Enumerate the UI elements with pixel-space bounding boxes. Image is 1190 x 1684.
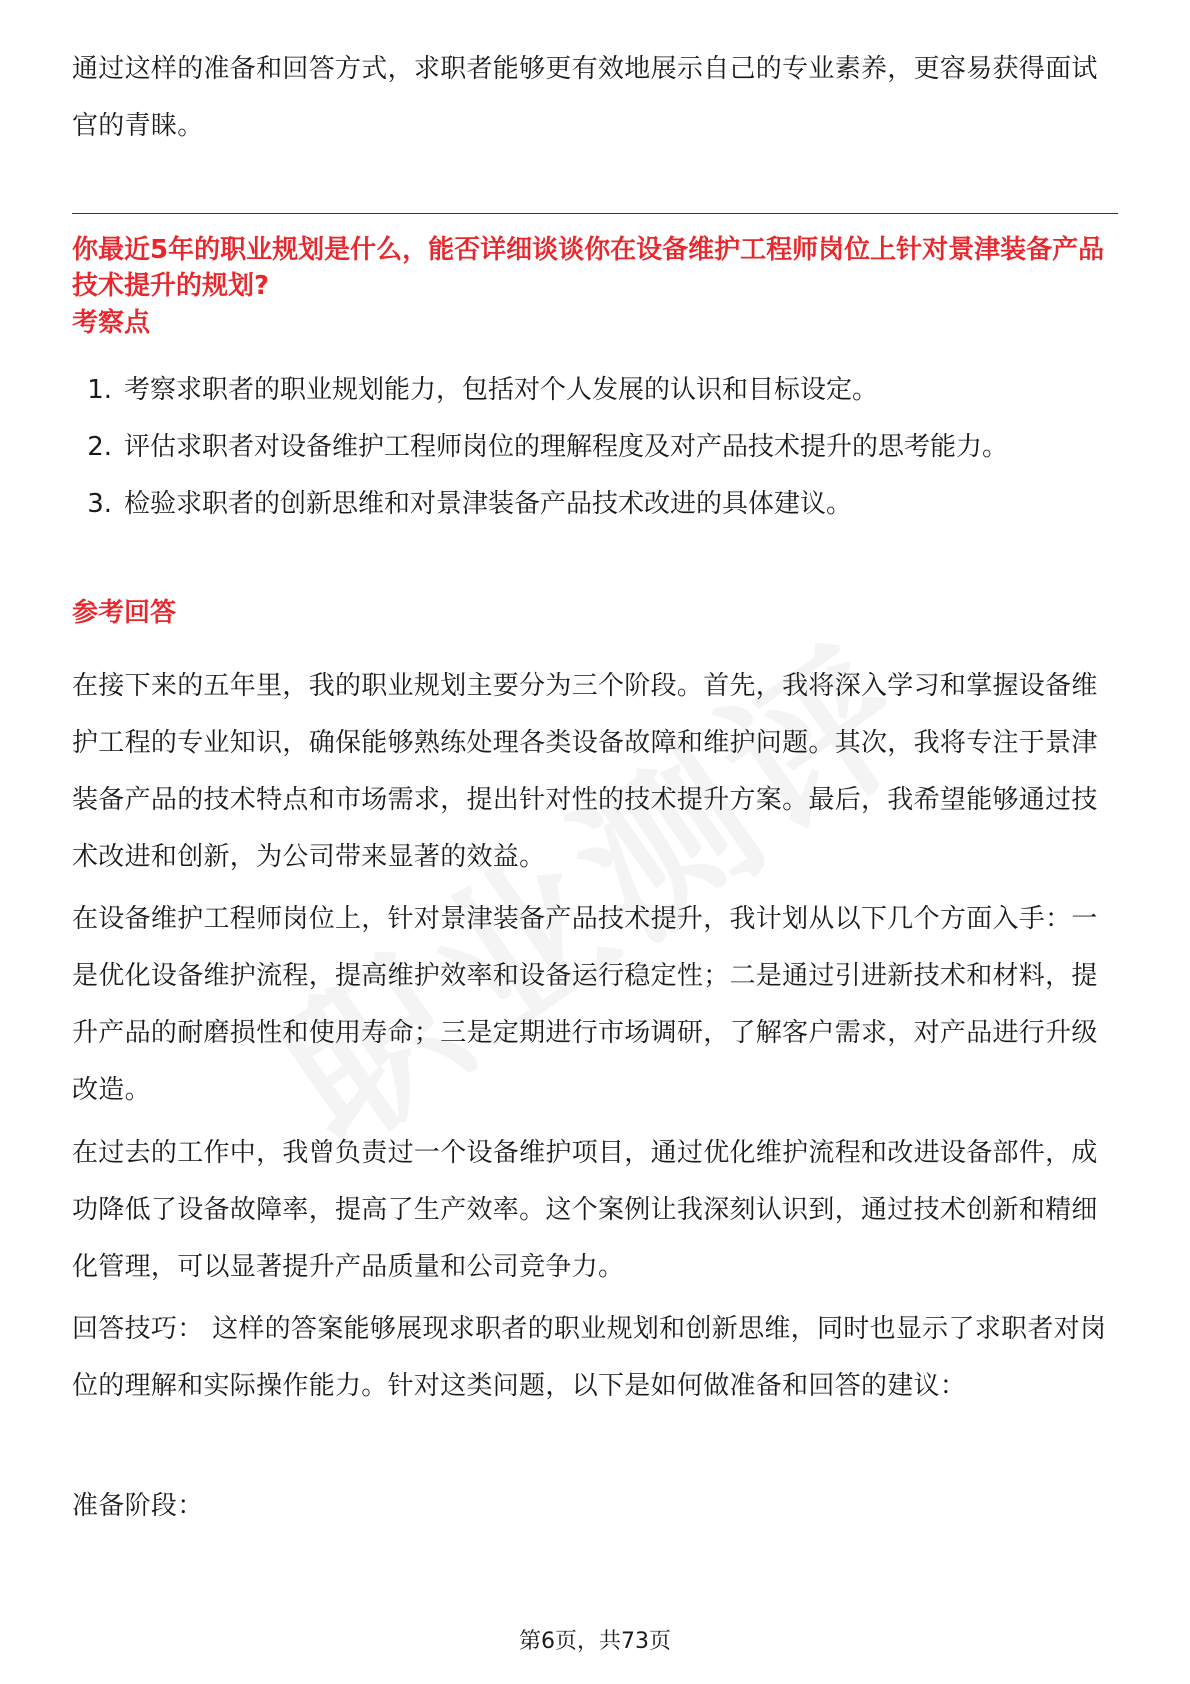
answer-paragraph: 在过去的工作中，我曾负责过一个设备维护项目，通过优化维护流程和改进设备部件，成功降低了设备故障率，提高了生产效率。这个案例让我深刻认识到，通过技术创新和精细化管理，可以显著提升产品质量和公司竞争力。 [72, 1138, 1098, 1282]
answer-paragraph-1-container [72, 658, 1118, 886]
intro-paragraph-container [72, 41, 1118, 155]
page-footer: 第6页，共73页 [519, 1629, 671, 1654]
list-item [72, 476, 1118, 533]
answer-paragraph: 在接下来的五年里，我的职业规划主要分为三个阶段。首先，我将深入学习和掌握设备维护工程的专业知识，确保能够熟练处理各类设备故障和维护问题。其次，我将专注于景津装备产品的技术特点和市场需求，提出针对性的技术提升方案。最后，我希望能够通过技术改进和创新，为公司带来显著的效益。 [72, 671, 1098, 872]
prep-stage-label: 准备阶段： [72, 1491, 204, 1521]
list-item-number: 1. [87, 375, 112, 405]
list-item-number: 2. [87, 432, 112, 462]
answer-tips-paragraph: 回答技巧： 这样的答案能够展现求职者的职业规划和创新思维，同时也显示了求职者对岗位的理解和实际操作能力。针对这类问题，以下是如何做准备和回答的建议： [72, 1314, 1107, 1401]
assessment-title: 考察点 [72, 308, 151, 338]
intro-paragraph: 通过这样的准备和回答方式，求职者能够更有效地展示自己的专业素养，更容易获得面试官的青睐。 [72, 54, 1098, 141]
answer-paragraph-2-container [72, 891, 1118, 1119]
list-item [72, 362, 1118, 419]
list-item-text: 评估求职者对设备维护工程师岗位的理解程度及对产品技术提升的思考能力。 [124, 432, 1009, 462]
answer-paragraph: 在设备维护工程师岗位上，针对景津装备产品技术提升，我计划从以下几个方面入手：一是优化设备维护流程，提高维护效率和设备运行稳定性；二是通过引进新技术和材料，提升产品的耐磨损性和使用寿命；三是定期进行市场调研，了解客户需求，对产品进行升级改造。 [72, 904, 1098, 1105]
answer-title: 参考回答 [72, 598, 177, 628]
question-heading: 你最近5年的职业规划是什么，能否详细谈谈你在设备维护工程师岗位上针对景津装备产品技术提升的规划? [72, 235, 1105, 301]
answer-tips-container [72, 1301, 1118, 1415]
prep-stage-container [72, 1478, 1118, 1535]
section-divider [72, 213, 1118, 214]
answer-paragraph-3-container [72, 1125, 1118, 1296]
list-item-number: 3. [87, 489, 112, 519]
assessment-list [72, 362, 1118, 533]
list-item-text: 考察求职者的职业规划能力，包括对个人发展的认识和目标设定。 [124, 375, 879, 405]
list-item [72, 419, 1118, 476]
list-item-text: 检验求职者的创新思维和对景津装备产品技术改进的具体建议。 [124, 489, 853, 519]
